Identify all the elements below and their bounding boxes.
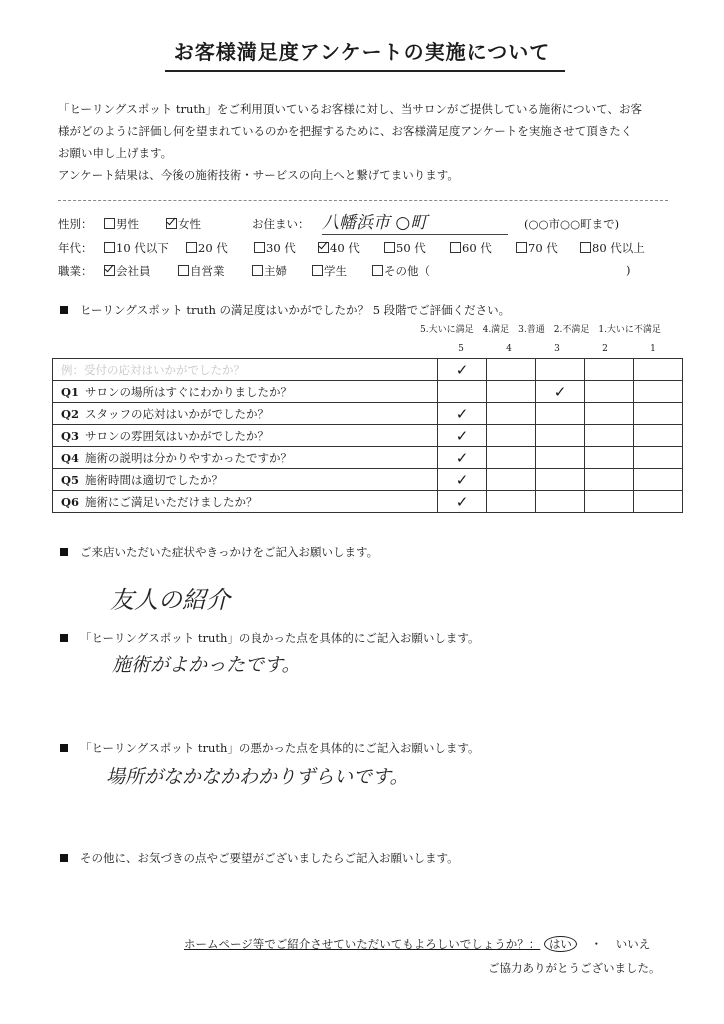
rating-cell-1[interactable] xyxy=(634,381,683,403)
question-number: Q2 xyxy=(61,406,80,421)
rating-cell-4[interactable] xyxy=(487,381,536,403)
question-row xyxy=(53,381,683,403)
question-text: 施術にご満足いただけましたか？ xyxy=(85,494,258,509)
question-cell xyxy=(53,447,438,469)
checkbox[interactable] xyxy=(580,242,591,253)
consent-no[interactable]: いいえ xyxy=(615,937,651,951)
heading-text: その他に、お気づきの点やご要望がございましたらご記入お願いします。 xyxy=(80,851,459,865)
rating-cell-4[interactable] xyxy=(487,469,536,491)
option-label: 女性 xyxy=(178,217,201,231)
option-label: 男性 xyxy=(116,217,139,231)
check-mark-icon: ✓ xyxy=(455,360,469,379)
option-label: 20 代 xyxy=(198,241,228,255)
question-row xyxy=(53,403,683,425)
question-number: Q1 xyxy=(61,384,80,399)
question-number: Q4 xyxy=(61,450,80,465)
job-close: ) xyxy=(626,263,631,277)
question-number: Q5 xyxy=(61,472,80,487)
title-underline xyxy=(165,70,565,72)
job-option[interactable] xyxy=(104,263,151,279)
rating-cell-2[interactable] xyxy=(585,447,634,469)
check-mark-icon: ✓ xyxy=(455,492,469,511)
gender-option-female[interactable] xyxy=(166,216,201,232)
question-text: サロンの場所はすぐにわかりましたか？ xyxy=(85,384,292,399)
column-header: 4 xyxy=(506,344,512,354)
checkbox[interactable] xyxy=(178,265,189,276)
column-headers xyxy=(437,344,677,354)
scale-legend: 5.大いに満足 4.満足 3.普通 2.不満足 1.大いに不満足 xyxy=(420,325,661,335)
rating-cell-3[interactable] xyxy=(536,425,585,447)
intro-line: 様がどのように評価し何を望まれているのかを把握するために、お客様満足度アンケートを実施させて頂きたく xyxy=(58,124,633,138)
intro-line: アンケート結果は、今後の施術技術・サービスの向上へと繋げてまいります。 xyxy=(58,168,459,182)
satisfaction-heading xyxy=(60,302,510,318)
checkbox[interactable] xyxy=(104,218,115,229)
question-text: 施術の説明は分かりやすかったですか？ xyxy=(85,450,292,465)
rating-cell-5[interactable] xyxy=(438,425,487,447)
rating-cell-5[interactable] xyxy=(438,491,487,513)
address-value[interactable]: 八幡浜市 ○町 xyxy=(322,208,508,235)
job-option[interactable] xyxy=(372,263,430,279)
intro-text xyxy=(58,98,678,186)
rating-cell-3[interactable] xyxy=(536,403,585,425)
thanks-text: ご協力ありがとうございました。 xyxy=(488,961,661,975)
page-title: お客様満足度アンケートの実施について xyxy=(173,40,551,64)
option-label: 自営業 xyxy=(190,264,225,278)
option-label: 学生 xyxy=(324,264,347,278)
rating-cell-1[interactable] xyxy=(634,469,683,491)
rating-cell-2[interactable] xyxy=(585,381,634,403)
answer-symptom[interactable]: 友人の紹介 xyxy=(110,586,230,614)
intro-line: 「ヒーリングスポット truth」をご利用頂いているお客様に対し、当サロンがご提供している施術について、お客 xyxy=(58,102,642,116)
rating-cell-1[interactable] xyxy=(634,403,683,425)
question-text: 施術時間は適切でしたか？ xyxy=(85,472,223,487)
question-other xyxy=(60,850,459,866)
checkbox[interactable] xyxy=(104,265,115,276)
question-number: Q6 xyxy=(61,494,80,509)
check-mark-icon: ✓ xyxy=(455,470,469,489)
rating-cell-5[interactable] xyxy=(438,403,487,425)
checkbox[interactable] xyxy=(318,242,329,253)
rating-cell-1[interactable] xyxy=(634,425,683,447)
question-cell xyxy=(53,359,438,381)
rating-cell-5[interactable] xyxy=(438,469,487,491)
option-label: 70 代 xyxy=(528,241,558,255)
heading-text: ご来店いただいた症状やきっかけをご記入お願いします。 xyxy=(80,545,379,559)
question-text: サロンの雰囲気はいかがでしたか？ xyxy=(85,428,269,443)
rating-cell-4[interactable] xyxy=(487,425,536,447)
question-bad-points xyxy=(60,740,479,756)
rating-cell-4[interactable] xyxy=(487,447,536,469)
column-header: 3 xyxy=(554,344,560,354)
rating-cell-3[interactable] xyxy=(536,359,585,381)
check-mark-icon: ✓ xyxy=(553,382,567,401)
consent-yes[interactable]: はい xyxy=(544,936,577,952)
age-option[interactable] xyxy=(104,240,169,256)
option-label: 主婦 xyxy=(264,264,287,278)
rating-cell-1[interactable] xyxy=(634,491,683,513)
checkbox[interactable] xyxy=(186,242,197,253)
option-label: 会社員 xyxy=(116,264,151,278)
question-cell xyxy=(53,403,438,425)
heading-text: ヒーリングスポット truth の満足度はいかがでしたか？ 5 段階でご評価ください。 xyxy=(80,303,511,317)
gender-row xyxy=(58,216,93,232)
question-cell xyxy=(53,469,438,491)
option-label: 60 代 xyxy=(462,241,492,255)
age-label: 年代： xyxy=(58,241,93,255)
check-mark-icon: ✓ xyxy=(455,404,469,423)
checkbox[interactable] xyxy=(254,242,265,253)
question-text: 例：受付の応対はいかがでしたか？ xyxy=(61,362,245,377)
question-row xyxy=(53,469,683,491)
address-hint: (○○市○○町まで) xyxy=(524,217,620,231)
checkbox[interactable] xyxy=(312,265,323,276)
address-label: お住まい： xyxy=(252,217,310,231)
rating-cell-1[interactable] xyxy=(634,447,683,469)
option-label: 10 代以下 xyxy=(116,241,169,255)
check-mark-icon: ✓ xyxy=(455,448,469,467)
example-row xyxy=(53,359,683,381)
column-header: 1 xyxy=(650,344,656,354)
age-option[interactable] xyxy=(384,240,426,256)
question-text: スタッフの応対はいかがでしたか？ xyxy=(85,406,269,421)
checkbox[interactable] xyxy=(166,218,177,229)
bullet-square-icon xyxy=(60,744,68,752)
gender-option-male[interactable] xyxy=(104,216,139,232)
age-option[interactable] xyxy=(516,240,558,256)
consent-separator: ・ xyxy=(590,937,603,951)
question-number: Q3 xyxy=(61,428,80,443)
column-header: 5 xyxy=(458,344,464,354)
rating-cell-3[interactable] xyxy=(536,381,585,403)
column-header: 2 xyxy=(602,344,608,354)
heading-text: 「ヒーリングスポット truth」の良かった点を具体的にご記入お願いします。 xyxy=(80,631,480,645)
rating-cell-2[interactable] xyxy=(585,469,634,491)
age-option[interactable] xyxy=(318,240,360,256)
rating-cell-3[interactable] xyxy=(536,491,585,513)
rating-cell-5[interactable] xyxy=(438,359,487,381)
rating-cell-2[interactable] xyxy=(585,491,634,513)
option-label: その他（ xyxy=(384,264,430,278)
checkbox[interactable] xyxy=(516,242,527,253)
gender-label: 性別： xyxy=(58,217,93,231)
heading-text: 「ヒーリングスポット truth」の悪かった点を具体的にご記入お願いします。 xyxy=(80,741,480,755)
question-cell xyxy=(53,425,438,447)
checkbox[interactable] xyxy=(384,242,395,253)
job-option[interactable] xyxy=(178,263,225,279)
check-mark-icon: ✓ xyxy=(455,426,469,445)
footer-consent xyxy=(184,936,650,952)
rating-cell-3[interactable] xyxy=(536,469,585,491)
option-label: 30 代 xyxy=(266,241,296,255)
answer-bad-points[interactable]: 場所がなかなかわかりずらいです。 xyxy=(106,766,409,788)
age-option[interactable] xyxy=(186,240,228,256)
question-row xyxy=(53,491,683,513)
question-row xyxy=(53,447,683,469)
bullet-square-icon xyxy=(60,634,68,642)
intro-line: お願い申し上げます。 xyxy=(58,146,173,160)
option-label: 50 代 xyxy=(396,241,426,255)
job-option[interactable] xyxy=(252,263,287,279)
rating-cell-1[interactable] xyxy=(634,359,683,381)
rating-cell-2[interactable] xyxy=(585,403,634,425)
rating-cell-4[interactable] xyxy=(487,491,536,513)
checkbox[interactable] xyxy=(450,242,461,253)
rating-cell-4[interactable] xyxy=(487,359,536,381)
option-label: 40 代 xyxy=(330,241,360,255)
question-cell xyxy=(53,381,438,403)
answer-good-points[interactable]: 施術がよかったです。 xyxy=(112,654,301,676)
age-option[interactable] xyxy=(450,240,492,256)
checkbox[interactable] xyxy=(252,265,263,276)
consent-question: ホームページ等でご紹介させていただいてもよろしいでしょうか？： xyxy=(184,937,541,951)
checkbox[interactable] xyxy=(372,265,383,276)
bullet-square-icon xyxy=(60,306,68,314)
rating-cell-2[interactable] xyxy=(585,425,634,447)
bullet-square-icon xyxy=(60,548,68,556)
job-option[interactable] xyxy=(312,263,347,279)
bullet-square-icon xyxy=(60,854,68,862)
option-label: 80 代以上 xyxy=(592,241,645,255)
question-row xyxy=(53,425,683,447)
satisfaction-table xyxy=(52,358,683,513)
question-symptom xyxy=(60,544,378,560)
rating-cell-4[interactable] xyxy=(487,403,536,425)
divider xyxy=(58,200,668,201)
job-label: 職業： xyxy=(58,264,93,278)
age-option[interactable] xyxy=(254,240,296,256)
rating-cell-5[interactable] xyxy=(438,447,487,469)
checkbox[interactable] xyxy=(104,242,115,253)
rating-cell-2[interactable] xyxy=(585,359,634,381)
rating-cell-3[interactable] xyxy=(536,447,585,469)
question-cell xyxy=(53,491,438,513)
question-good-points xyxy=(60,630,479,646)
age-option[interactable] xyxy=(580,240,645,256)
rating-cell-5[interactable] xyxy=(438,381,487,403)
